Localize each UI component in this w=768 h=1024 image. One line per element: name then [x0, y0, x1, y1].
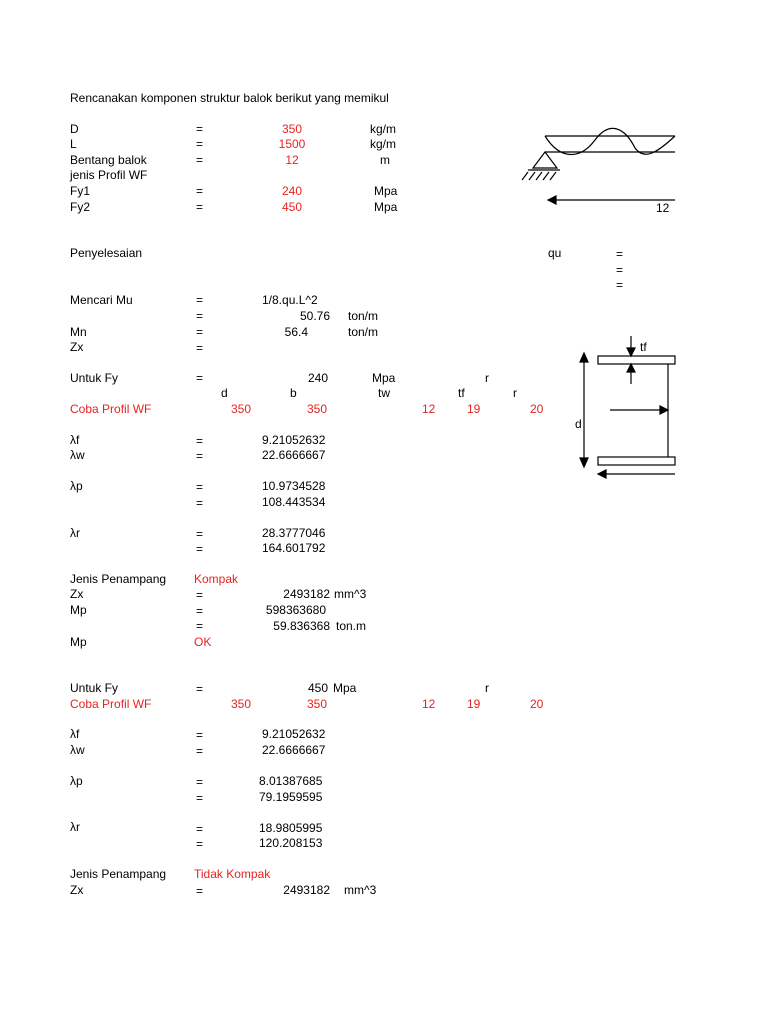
case2-jenis-value: Tidak Kompak [194, 867, 271, 881]
case2-lp-value-1: 8.01387685 [259, 774, 323, 788]
mu-label: Mencari Mu [70, 293, 133, 307]
case2-lw-label: λw [70, 743, 85, 757]
case1-mp-label: Mp [70, 603, 87, 617]
solution-heading: Penyelesaian [70, 246, 143, 260]
case1-lr-value-1: 28.3777046 [262, 526, 326, 540]
case2-fy-unit: Mpa [333, 681, 357, 695]
d-unit: kg/m [370, 122, 397, 136]
case2-coba-b: 350 [307, 697, 328, 711]
case2-coba-r: 20 [530, 697, 544, 711]
fy1-equals: = [196, 184, 204, 198]
mu-value: 50.76 [299, 309, 330, 323]
case1-lp-label: λp [70, 479, 83, 493]
case2-lf-equals: = [196, 728, 204, 742]
case2-lr-equals-1: = [196, 822, 204, 836]
case1-mp-value-2: 59.836368 [273, 619, 330, 633]
mn-equals: = [196, 325, 204, 339]
case1-jenis-value: Kompak [194, 572, 239, 586]
case1-jenis-label: Jenis Penampang [70, 572, 167, 586]
qu-label: qu [548, 246, 562, 260]
mn-unit: ton/m [348, 325, 379, 339]
case1-lp-value-1: 10.9734528 [262, 479, 326, 493]
mu-equals: = [196, 293, 204, 307]
case1-coba-r: 20 [530, 402, 544, 416]
case1-lr-label: λr [70, 526, 80, 540]
case2-coba-tf: 19 [467, 697, 481, 711]
case1-lw-value: 22.6666667 [262, 448, 326, 462]
case1-fy-equals: = [196, 371, 204, 385]
case2-coba-label: Coba Profil WF [70, 697, 152, 711]
case1-mp-check-value: OK [194, 635, 212, 649]
case1-mp-unit-2: ton.m [336, 619, 367, 633]
case1-zx-label: Zx [70, 587, 84, 601]
d-equals: = [196, 122, 204, 136]
case2-coba-d: 350 [231, 697, 252, 711]
case1-zx-value: 2493182 [283, 587, 330, 601]
fy2-unit: Mpa [374, 200, 398, 214]
case2-lp-equals-2: = [196, 791, 204, 805]
case1-lw-equals: = [196, 449, 204, 463]
tf-label: tf [640, 340, 647, 354]
bentang-unit: m [380, 153, 390, 167]
qu-equals-2: = [616, 263, 624, 277]
case1-coba-d: 350 [231, 402, 252, 416]
zx-label: Zx [70, 340, 84, 354]
mu-unit: ton/m [348, 309, 379, 323]
bentang-value: 12 [285, 153, 299, 167]
case1-lr-equals-2: = [196, 542, 204, 556]
case2-lf-value: 9.21052632 [262, 727, 326, 741]
case2-lf-label: λf [70, 727, 80, 741]
case2-coba-tw: 12 [422, 697, 436, 711]
case1-lp-equals-1: = [196, 480, 204, 494]
d-label: D [70, 122, 79, 136]
case1-coba-b: 350 [307, 402, 328, 416]
case2-r-top: r [485, 681, 489, 695]
fy1-value: 240 [281, 184, 303, 198]
bentang-equals: = [196, 153, 204, 167]
mn-value: 56.4 [284, 325, 308, 339]
case2-lr-value-2: 120.208153 [259, 836, 323, 850]
case2-lp-equals-1: = [196, 775, 204, 789]
header-tw: tw [378, 386, 390, 400]
case1-coba-label: Coba Profil WF [70, 402, 152, 416]
case1-lf-value: 9.21052632 [262, 433, 326, 447]
mu-formula: 1/8.qu.L^2 [262, 293, 318, 307]
fy1-label: Fy1 [70, 184, 91, 198]
case1-mp-equals-2: = [196, 619, 204, 633]
case1-mp-check-label: Mp [70, 635, 87, 649]
mn-label: Mn [70, 325, 87, 339]
l-value: 1500 [278, 137, 306, 151]
qu-equals-3: = [616, 278, 624, 292]
case1-lr-equals-1: = [196, 527, 204, 541]
case2-fy-label: Untuk Fy [70, 681, 119, 695]
case1-lp-value-2: 108.443534 [262, 495, 326, 509]
case1-lr-value-2: 164.601792 [262, 541, 326, 555]
case1-lp-equals-2: = [196, 496, 204, 510]
case2-zx-value: 2493182 [283, 883, 330, 897]
case1-mp-equals: = [196, 604, 204, 618]
case2-zx-unit: mm^3 [344, 883, 377, 897]
case2-lp-value-2: 79.1959595 [259, 790, 323, 804]
case2-zx-label: Zx [70, 883, 84, 897]
case1-lf-label: λf [70, 433, 80, 447]
case1-zx-unit: mm^3 [334, 587, 367, 601]
case2-lw-value: 22.6666667 [262, 743, 326, 757]
bentang-label: Bentang balok [70, 153, 147, 167]
case1-lw-label: λw [70, 448, 85, 462]
l-label: L [70, 137, 77, 151]
case1-r-top: r [485, 371, 489, 385]
zx-equals: = [196, 341, 204, 355]
fy2-label: Fy2 [70, 200, 91, 214]
case2-lw-equals: = [196, 744, 204, 758]
qu-equals-1: = [616, 247, 624, 261]
d-dim-label: d [575, 417, 582, 431]
case1-fy-unit: Mpa [372, 371, 396, 385]
case2-zx-equals: = [196, 884, 204, 898]
case2-fy-value: 450 [307, 681, 328, 695]
case2-lp-label: λp [70, 774, 83, 788]
header-d: d [221, 386, 228, 400]
case1-coba-tw: 12 [422, 402, 436, 416]
fy2-value: 450 [281, 200, 303, 214]
fy2-equals: = [196, 200, 204, 214]
case1-coba-tf: 19 [467, 402, 481, 416]
case1-zx-equals: = [196, 588, 204, 602]
l-equals: = [196, 137, 204, 151]
bottom-flange [598, 457, 675, 465]
case1-fy-label: Untuk Fy [70, 371, 119, 385]
span-label: 12 [656, 201, 670, 215]
case2-lr-value-1: 18.9805995 [259, 821, 323, 835]
header-r: r [513, 386, 517, 400]
d-value: 350 [281, 122, 303, 136]
header-b: b [290, 386, 297, 400]
case1-mp-value: 598363680 [265, 603, 326, 617]
l-unit: kg/m [370, 137, 397, 151]
case2-lr-label: λr [70, 820, 80, 834]
case2-jenis-label: Jenis Penampang [70, 867, 167, 881]
mu-equals-2: = [196, 309, 204, 323]
profil-label: jenis Profil WF [70, 168, 148, 182]
case2-fy-equals: = [196, 682, 204, 696]
case1-lf-equals: = [196, 434, 204, 448]
fy1-unit: Mpa [374, 184, 398, 198]
case1-fy-value: 240 [307, 371, 328, 385]
top-flange [598, 356, 675, 364]
page-title: Rencanakan komponen struktur balok berikut yang memikul [70, 91, 389, 105]
header-tf: tf [458, 386, 465, 400]
case2-lr-equals-2: = [196, 837, 204, 851]
